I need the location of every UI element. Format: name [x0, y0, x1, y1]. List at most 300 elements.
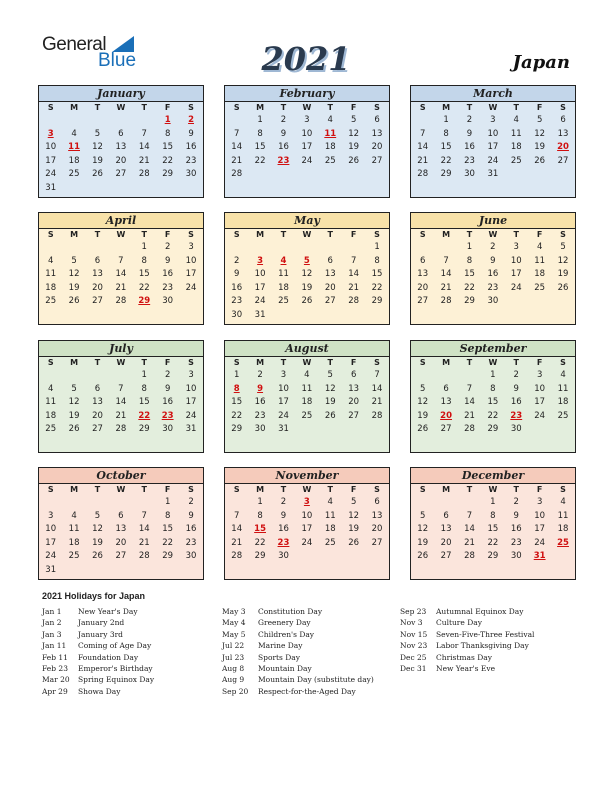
weekday-label: T: [141, 103, 147, 112]
day-cell: 26: [417, 551, 429, 562]
day-cell: 18: [557, 397, 569, 408]
week-row: [39, 396, 203, 410]
day-cell: [319, 423, 342, 437]
day-cell: 3: [47, 128, 54, 139]
day-cell: 2: [513, 370, 519, 380]
weekday-label: W: [488, 485, 498, 494]
day-cell: 10: [185, 383, 197, 394]
day-cell: 31: [487, 169, 499, 180]
weekday-label: S: [560, 230, 566, 239]
day-cell: 4: [280, 255, 287, 266]
day-cell: 19: [534, 142, 546, 153]
month-title: December: [411, 468, 575, 484]
day-cell: 10: [278, 383, 289, 394]
day-cell: 25: [510, 155, 522, 166]
day-cell: 6: [443, 510, 449, 521]
day-cell: 5: [536, 115, 543, 125]
month-title: August: [225, 341, 389, 357]
day-cell: 27: [417, 296, 429, 307]
holiday-date: Feb 23: [42, 663, 68, 673]
day-cell: 22: [138, 410, 151, 421]
week-row: [225, 410, 389, 424]
day-cell: 13: [324, 269, 336, 280]
day-cell: 3: [188, 370, 194, 380]
day-cell: 3: [536, 497, 543, 507]
month-title: July: [39, 341, 203, 357]
month-title: February: [225, 86, 389, 102]
weekday-label: T: [466, 230, 473, 239]
weekday-label: T: [327, 358, 333, 367]
day-cell: 24: [278, 410, 289, 421]
weekday-label: F: [164, 358, 171, 367]
holiday-date: May 5: [222, 629, 246, 639]
day-cell: 1: [466, 242, 473, 252]
day-cell: 16: [510, 397, 522, 408]
week-row: [411, 537, 575, 551]
day-cell: 5: [419, 510, 426, 521]
day-cell: 16: [487, 269, 499, 280]
day-cell: 6: [118, 510, 124, 521]
week-row: [39, 282, 203, 296]
day-cell: 17: [185, 397, 197, 408]
week-row: [225, 155, 389, 169]
weekday-label: T: [280, 485, 287, 494]
holiday-date: Jan 2: [42, 618, 62, 628]
holiday-name: Greenery Day: [258, 618, 311, 628]
day-cell: 6: [419, 255, 426, 266]
month-title: May: [225, 213, 389, 229]
weekday-header: [39, 229, 203, 241]
day-cell: 2: [466, 115, 473, 125]
day-cell: 19: [324, 397, 336, 408]
day-cell: 26: [557, 282, 569, 293]
day-cell: 25: [324, 155, 336, 166]
day-cell: 25: [534, 282, 546, 293]
day-cell: 20: [371, 524, 383, 535]
month-october: [38, 467, 204, 580]
day-cell: [272, 168, 295, 182]
day-cell: 12: [417, 524, 429, 535]
month-july: [38, 340, 204, 453]
day-cell: 29: [162, 551, 174, 562]
day-cell: 31: [45, 182, 57, 193]
day-cell: 29: [138, 296, 151, 307]
day-cell: 26: [324, 410, 336, 421]
day-cell: 15: [231, 397, 243, 408]
holiday-name: Mountain Day: [258, 663, 312, 673]
day-cell: 14: [371, 383, 383, 394]
day-cell: 29: [162, 169, 174, 180]
week-row: [39, 410, 203, 424]
day-cell: 1: [443, 115, 449, 125]
day-cell: 21: [231, 537, 243, 548]
weekday-label: S: [188, 103, 194, 112]
day-cell: 5: [560, 242, 566, 252]
day-cell: [133, 182, 156, 196]
brand-line2: Blue: [98, 50, 137, 71]
holiday-name: Seven-Five-Three Festival: [436, 629, 535, 639]
holiday-row: [42, 640, 154, 651]
holiday-name: Sports Day: [258, 652, 301, 662]
day-cell: 9: [257, 383, 264, 394]
day-cell: 8: [141, 383, 147, 394]
day-cell: 10: [534, 383, 546, 394]
day-cell: [342, 168, 365, 182]
weekday-header: [39, 484, 203, 496]
day-cell: 5: [71, 255, 77, 266]
day-cell: 19: [417, 537, 429, 548]
day-cell: 25: [557, 410, 569, 421]
weekday-label: W: [116, 485, 126, 494]
day-cell: 4: [47, 383, 54, 394]
day-cell: 6: [94, 255, 101, 266]
month-february: [224, 85, 390, 198]
weekday-label: T: [141, 485, 147, 494]
week-row: [39, 168, 203, 182]
day-cell: 17: [487, 142, 499, 153]
holiday-row: [222, 629, 374, 640]
day-cell: 27: [92, 296, 103, 307]
day-cell: 16: [278, 142, 289, 153]
day-cell: 21: [115, 410, 127, 421]
holiday-name: Emperor's Birthday: [78, 663, 153, 673]
day-cell: 4: [304, 370, 310, 380]
weekday-label: M: [256, 103, 265, 112]
day-cell: [179, 564, 202, 578]
holiday-row: [400, 629, 534, 640]
day-cell: 12: [92, 142, 103, 153]
holiday-row: [222, 652, 374, 663]
weekday-label: T: [327, 485, 333, 494]
day-cell: 14: [417, 142, 429, 153]
day-cell: [133, 114, 156, 128]
holiday-row: [400, 640, 534, 651]
day-cell: 30: [185, 551, 197, 562]
weekday-label: S: [47, 485, 54, 494]
day-cell: 22: [162, 537, 174, 548]
weekday-label: M: [70, 358, 79, 367]
day-cell: 3: [490, 115, 496, 125]
day-cell: 1: [490, 370, 496, 380]
day-cell: 23: [254, 410, 266, 421]
day-cell: 24: [534, 537, 546, 548]
day-cell: 10: [45, 142, 57, 153]
weekday-label: S: [560, 358, 566, 367]
day-cell: 7: [118, 255, 124, 266]
day-cell: 11: [68, 524, 80, 535]
holiday-date: Sep 23: [400, 607, 427, 616]
weekday-label: W: [302, 485, 312, 494]
day-cell: 11: [68, 142, 80, 153]
day-cell: [411, 114, 434, 128]
day-cell: 27: [324, 296, 336, 307]
day-cell: [434, 241, 457, 255]
weekday-label: W: [488, 103, 498, 112]
weekday-label: F: [350, 103, 357, 112]
week-row: [411, 496, 575, 510]
week-row: [225, 268, 389, 282]
day-cell: [365, 550, 388, 564]
day-cell: [179, 295, 202, 309]
holiday-row: [222, 640, 374, 651]
month-may: [224, 212, 390, 325]
day-cell: 16: [162, 397, 174, 408]
weekday-label: W: [302, 358, 312, 367]
day-cell: 8: [233, 383, 240, 394]
day-cell: [109, 182, 132, 196]
day-cell: 29: [440, 169, 452, 180]
day-cell: 25: [68, 169, 80, 180]
day-cell: [86, 114, 109, 128]
day-cell: [458, 496, 481, 510]
holiday-row: [222, 663, 374, 674]
holiday-name: Mountain Day (substitute day): [258, 675, 374, 685]
day-cell: 18: [45, 282, 57, 293]
month-november: [224, 467, 390, 580]
day-cell: 3: [304, 115, 310, 125]
weekday-label: S: [47, 103, 54, 112]
day-cell: 6: [374, 497, 380, 507]
day-cell: 25: [324, 537, 336, 548]
day-cell: 10: [510, 255, 522, 266]
day-cell: [86, 241, 109, 255]
day-cell: 26: [348, 537, 360, 548]
day-cell: 19: [92, 537, 103, 548]
day-cell: 28: [464, 424, 475, 435]
day-cell: 23: [510, 537, 522, 548]
day-cell: 15: [487, 524, 499, 535]
weekday-label: W: [116, 103, 126, 112]
week-row: [225, 141, 389, 155]
day-cell: 9: [513, 510, 519, 521]
day-cell: 15: [371, 269, 383, 280]
week-row: [225, 523, 389, 537]
week-row: [39, 255, 203, 269]
day-cell: [365, 168, 388, 182]
day-cell: 15: [162, 524, 174, 535]
holiday-date: Aug 9: [222, 675, 245, 685]
day-cell: 1: [164, 115, 171, 125]
weekday-label: T: [513, 103, 519, 112]
day-cell: 18: [510, 142, 522, 153]
weekday-label: S: [419, 485, 426, 494]
day-cell: 28: [115, 296, 127, 307]
weekday-label: S: [560, 485, 566, 494]
day-cell: 24: [185, 282, 197, 293]
day-cell: 18: [45, 410, 57, 421]
day-cell: 27: [115, 169, 127, 180]
day-cell: 31: [254, 309, 266, 320]
day-cell: [551, 168, 574, 182]
day-cell: 4: [327, 115, 333, 125]
holiday-row: [42, 652, 154, 663]
day-cell: 1: [141, 242, 147, 252]
day-cell: 1: [374, 242, 380, 252]
day-cell: 20: [440, 410, 452, 421]
weekday-header: [411, 102, 575, 114]
day-cell: 5: [94, 510, 101, 521]
weekday-header: [225, 102, 389, 114]
country-title: Japan: [512, 52, 570, 73]
day-cell: 15: [440, 142, 452, 153]
weekday-header: [225, 484, 389, 496]
day-cell: 14: [138, 142, 150, 153]
day-cell: 4: [47, 255, 54, 266]
holiday-date: May 4: [222, 618, 246, 628]
day-cell: 9: [280, 510, 287, 521]
week-row: [411, 255, 575, 269]
weekday-label: F: [536, 358, 543, 367]
day-cell: 28: [440, 296, 452, 307]
month-title: October: [39, 468, 203, 484]
month-april: [38, 212, 204, 325]
weekday-label: F: [536, 230, 543, 239]
day-cell: 22: [231, 410, 243, 421]
day-cell: 4: [513, 115, 519, 125]
day-cell: 23: [277, 537, 290, 548]
day-cell: 19: [68, 282, 80, 293]
day-cell: 19: [557, 269, 569, 280]
day-cell: [156, 564, 179, 578]
day-cell: [86, 182, 109, 196]
week-row: [225, 510, 389, 524]
day-cell: 28: [417, 169, 429, 180]
day-cell: 7: [233, 128, 240, 139]
day-cell: 12: [324, 383, 336, 394]
day-cell: [295, 309, 318, 323]
week-row: [225, 496, 389, 510]
day-cell: 9: [490, 255, 496, 266]
day-cell: [295, 241, 318, 255]
day-cell: 19: [348, 524, 360, 535]
day-cell: [295, 168, 318, 182]
day-cell: [319, 168, 342, 182]
holiday-name: Constitution Day: [258, 607, 323, 616]
weekday-label: S: [188, 230, 194, 239]
holiday-row: [222, 606, 374, 617]
day-cell: 15: [464, 269, 475, 280]
holiday-date: Aug 8: [222, 663, 245, 673]
week-row: [39, 537, 203, 551]
holidays-title: 2021 Holidays for Japan: [42, 591, 146, 601]
day-cell: 18: [324, 524, 336, 535]
day-cell: 24: [45, 169, 57, 180]
day-cell: 3: [47, 510, 54, 521]
weekday-label: T: [513, 485, 519, 494]
week-row: [411, 155, 575, 169]
week-row: [411, 410, 575, 424]
year-title: 2021: [261, 40, 351, 78]
day-cell: 15: [138, 269, 150, 280]
day-cell: 10: [185, 255, 197, 266]
day-cell: 7: [118, 383, 124, 394]
day-cell: 18: [278, 282, 289, 293]
day-cell: 5: [303, 255, 310, 266]
week-row: [225, 550, 389, 564]
day-cell: [39, 241, 62, 255]
day-cell: 20: [440, 537, 452, 548]
weekday-label: T: [466, 103, 473, 112]
day-cell: 21: [417, 155, 429, 166]
month-title: March: [411, 86, 575, 102]
day-cell: 8: [443, 128, 449, 139]
day-cell: 10: [487, 128, 499, 139]
week-row: [39, 510, 203, 524]
week-row: [225, 255, 389, 269]
day-cell: 13: [115, 524, 127, 535]
day-cell: 29: [231, 424, 243, 435]
weekday-header: [39, 357, 203, 369]
day-cell: 9: [513, 383, 519, 394]
weekday-label: T: [466, 485, 473, 494]
day-cell: 21: [115, 282, 127, 293]
weekday-label: M: [442, 230, 451, 239]
weekday-label: T: [94, 103, 101, 112]
day-cell: 15: [487, 397, 499, 408]
week-row: [411, 168, 575, 182]
day-cell: [272, 309, 295, 323]
day-cell: [365, 309, 388, 323]
day-cell: 5: [327, 370, 333, 380]
day-cell: [62, 369, 85, 383]
day-cell: 21: [371, 397, 383, 408]
day-cell: 30: [254, 424, 266, 435]
weekday-label: S: [560, 103, 566, 112]
day-cell: 16: [254, 397, 266, 408]
day-cell: 30: [162, 424, 174, 435]
weekday-header: [225, 357, 389, 369]
day-cell: 2: [280, 497, 287, 507]
day-cell: 23: [161, 410, 174, 421]
month-title: September: [411, 341, 575, 357]
weekday-label: W: [302, 230, 312, 239]
day-cell: 20: [115, 155, 127, 166]
day-cell: 13: [440, 524, 452, 535]
day-cell: 6: [94, 383, 101, 394]
day-cell: 11: [534, 255, 546, 266]
day-cell: 13: [557, 128, 569, 139]
weekday-header: [411, 484, 575, 496]
day-cell: 19: [301, 282, 313, 293]
day-cell: 12: [557, 255, 569, 266]
weekday-header: [39, 102, 203, 114]
holiday-name: January 3rd: [78, 629, 123, 639]
day-cell: 14: [464, 524, 475, 535]
week-row: [225, 114, 389, 128]
day-cell: 17: [254, 282, 266, 293]
day-cell: [434, 496, 457, 510]
day-cell: 29: [371, 296, 383, 307]
day-cell: 3: [513, 242, 519, 252]
day-cell: 7: [141, 128, 147, 139]
day-cell: [109, 496, 132, 510]
holiday-name: Culture Day: [436, 618, 482, 628]
week-row: [39, 369, 203, 383]
weekday-label: M: [70, 103, 79, 112]
weekday-label: M: [256, 485, 265, 494]
day-cell: 16: [464, 142, 475, 153]
day-cell: 7: [419, 128, 426, 139]
holiday-name: Christmas Day: [436, 652, 492, 662]
day-cell: 13: [440, 397, 452, 408]
holiday-date: Jan 3: [42, 629, 62, 639]
day-cell: 7: [466, 383, 473, 394]
week-row: [39, 423, 203, 437]
day-cell: 26: [68, 424, 80, 435]
day-cell: 12: [301, 269, 313, 280]
holiday-name: New Year's Eve: [436, 663, 496, 673]
month-august: [224, 340, 390, 453]
